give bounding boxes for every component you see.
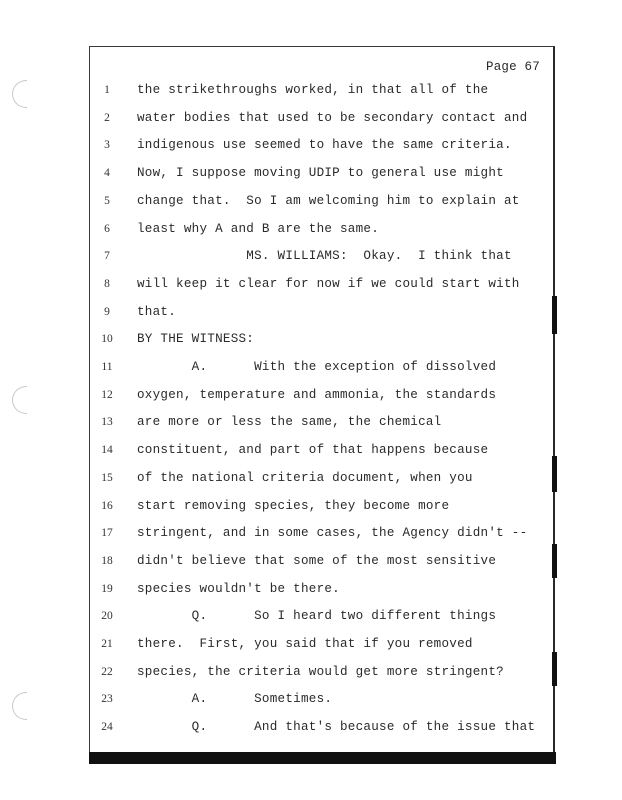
- line-number: 9: [104, 305, 110, 318]
- line-number: 4: [104, 167, 110, 180]
- transcript-line: BY THE WITNESS:: [137, 332, 255, 347]
- line-number: 23: [101, 693, 113, 706]
- page-number: Page 67: [486, 60, 540, 74]
- page-bottom-border: [89, 752, 556, 764]
- margin-mark: [552, 296, 557, 334]
- transcript-line: least why A and B are the same.: [137, 221, 380, 236]
- transcript-line: species wouldn't be there.: [137, 581, 340, 596]
- line-number: 13: [101, 416, 113, 429]
- transcript-line: change that. So I am welcoming him to explain at: [137, 193, 520, 208]
- line-number: 8: [104, 277, 110, 290]
- transcript-line: water bodies that used to be secondary contact and: [137, 110, 528, 125]
- transcript-line: constituent, and part of that happens because: [137, 443, 489, 458]
- transcript-line: species, the criteria would get more stringent?: [137, 664, 504, 679]
- line-number: 22: [101, 665, 113, 678]
- punch-hole-bottom: [12, 692, 27, 720]
- transcript-line: stringent, and in some cases, the Agency didn't --: [137, 526, 528, 541]
- line-number: 19: [101, 582, 113, 595]
- line-number: 15: [101, 471, 113, 484]
- transcript-line: the strikethroughs worked, in that all of the: [137, 83, 489, 97]
- punch-hole-top: [12, 80, 27, 108]
- line-number: 18: [101, 554, 113, 567]
- punch-hole-middle: [12, 386, 27, 414]
- line-number: 17: [101, 527, 113, 540]
- transcript-line: Q. And that's because of the issue that: [137, 720, 536, 735]
- transcript-line: Q. So I heard two different things: [137, 609, 497, 624]
- line-number: 10: [101, 333, 113, 346]
- line-number: 14: [101, 444, 113, 457]
- margin-mark: [552, 544, 557, 578]
- transcript-line: didn't believe that some of the most sensitive: [137, 553, 497, 568]
- transcript-line: A. Sometimes.: [137, 692, 333, 707]
- transcript-line: will keep it clear for now if we could start with: [137, 276, 520, 291]
- line-number: 21: [101, 638, 113, 650]
- transcript-line: Now, I suppose moving UDIP to general use might: [137, 166, 504, 181]
- transcript-line: are more or less the same, the chemical: [137, 415, 442, 430]
- margin-mark: [552, 652, 557, 686]
- line-number: 1: [104, 84, 110, 96]
- margin-mark: [552, 456, 557, 492]
- line-number: 11: [101, 361, 113, 373]
- line-number: 12: [101, 388, 113, 401]
- line-number: 20: [101, 610, 113, 623]
- transcript-line: that.: [137, 304, 177, 319]
- transcript-line: there. First, you said that if you removed: [137, 637, 473, 651]
- transcript-line: MS. WILLIAMS: Okay. I think that: [137, 249, 512, 264]
- transcript-line: A. With the exception of dissolved: [137, 360, 497, 374]
- transcript-line: oxygen, temperature and ammonia, the standards: [137, 387, 497, 402]
- line-number: 16: [101, 499, 113, 512]
- transcript-line: of the national criteria document, when you: [137, 470, 473, 485]
- line-number: 7: [104, 250, 110, 263]
- line-number: 2: [104, 111, 110, 124]
- transcript-line: indigenous use seemed to have the same criteria.: [137, 138, 512, 153]
- transcript-line: start removing species, they become more: [137, 498, 450, 513]
- line-number: 24: [101, 721, 113, 734]
- page-frame: [89, 46, 555, 761]
- line-number: 5: [104, 194, 110, 207]
- line-number: 3: [104, 139, 110, 152]
- line-number: 6: [104, 222, 110, 235]
